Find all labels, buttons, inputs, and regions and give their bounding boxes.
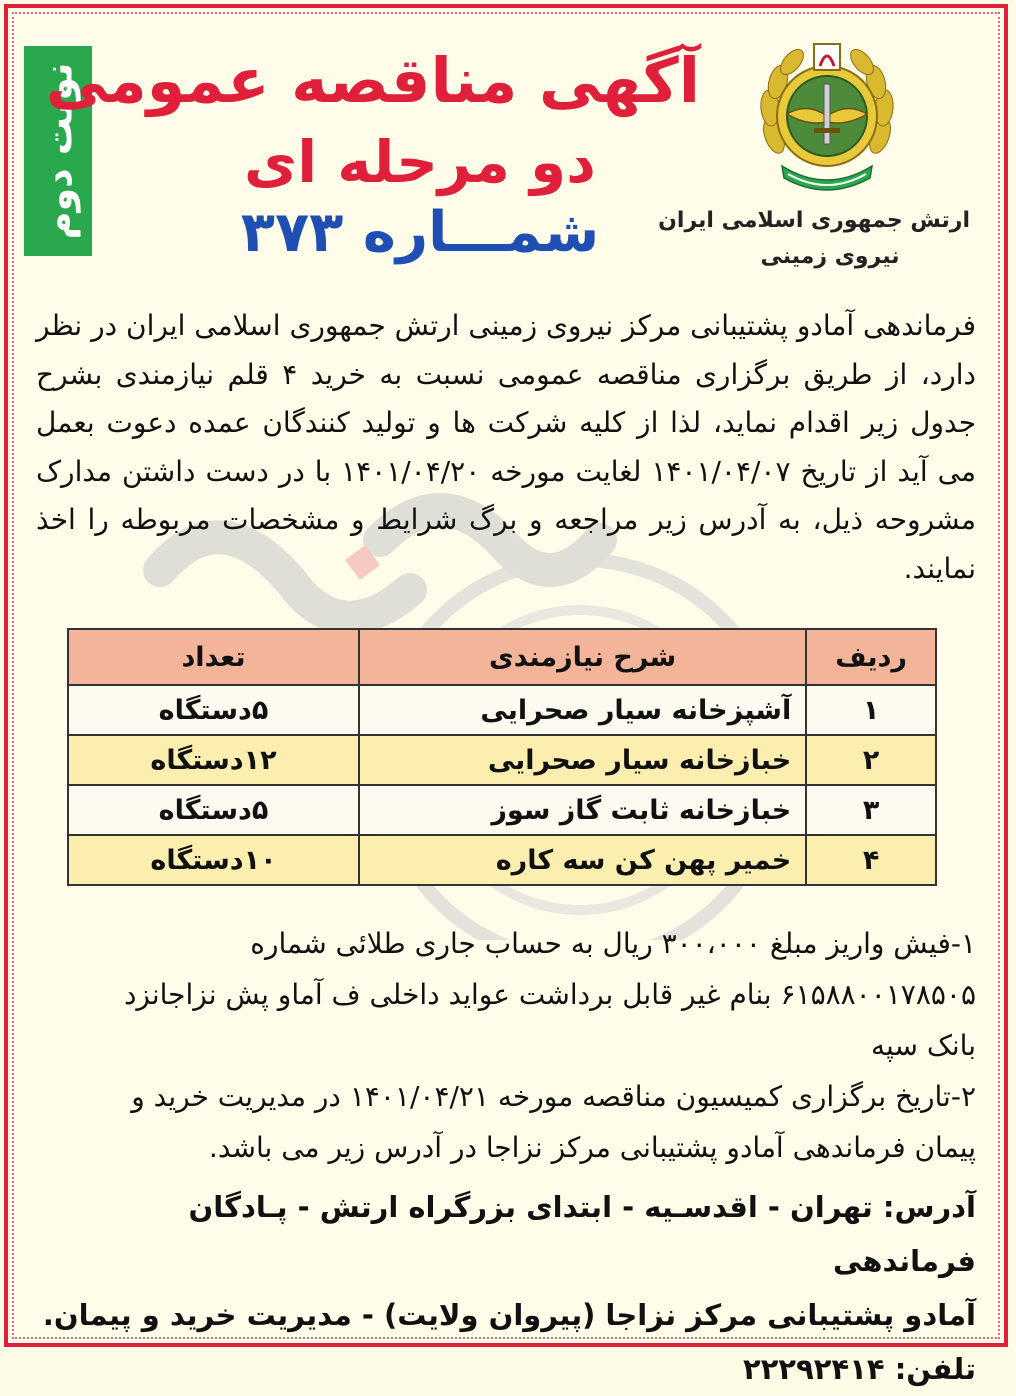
note-2-line-2: پیمان فرماندهی آمادو پشتیبانی مرکز نزاجا در آدرس زیر می باشد.: [208, 1131, 976, 1164]
cell-quantity: ۱۰دستگاه: [68, 835, 359, 885]
cell-row-number: ۱: [806, 685, 936, 735]
table-row: [68, 685, 936, 735]
requirements-table: [67, 628, 937, 886]
ad-subtitle: دو مرحله ای: [244, 128, 596, 196]
cell-description: خمیر پهن کن سه کاره: [359, 835, 806, 885]
phone-line: تلفن: ۲۲۲۹۲۴۱۴: [743, 1352, 976, 1386]
notes-section: [36, 918, 976, 1173]
table-row: [68, 785, 936, 835]
table-row: [68, 735, 936, 785]
note-1-line-2: ۶۱۵۸۸۰۰۱۷۸۵۰۵ بنام غیر قابل برداشت عواید داخلی ف آماو پش نزاجانزد: [123, 978, 976, 1011]
org-name: ارتش جمهوری اسلامی ایران: [658, 208, 970, 233]
side-badge-text: نوبت دوم: [35, 62, 80, 240]
address-section: [36, 1180, 976, 1396]
cell-description: آشپزخانه سیار صحرایی: [359, 685, 806, 735]
cell-description: خبازخانه سیار صحرایی: [359, 735, 806, 785]
header-description: شرح نیازمندی: [359, 629, 806, 685]
ad-number: شمـــاره ۳۷۳: [240, 200, 600, 265]
ad-title: آگهی مناقصه عمومی: [45, 44, 700, 117]
cell-row-number: ۴: [806, 835, 936, 885]
note-2-line-1: ۲-تاریخ برگزاری کمیسیون مناقصه مورخه ۱۴۰۱/۰۴/۲۱ در مدیریت خرید و: [131, 1080, 976, 1113]
cell-row-number: ۲: [806, 735, 936, 785]
address-line-2: آمادو پشتیبانی مرکز نزاجا (پیروان ولایت) - مدیریت خرید و پیمان.: [42, 1298, 976, 1332]
intro-paragraph: فرماندهی آمادو پشتیبانی مرکز نیروی زمینی ارتش جمهوری اسلامی ایران در نظر دارد، از طریق برگزاری مناقصه عمومی نسبت به خرید ۴ قلم نیازمندی بشرح جدول زیر اقدام نماید، لذا از کلیه شرکت ها و تولید کنندگان عمده دعوت بعمل می آید از تاریخ ۱۴۰۱/۰۴/۰۷ لغایت مورخه ۱۴۰۱/۰۴/۲۰ با در دست داشتن مدارک مشروحه ذیل، به آدرس زیر مراجعه و برگ شرایط و مشخصات مربوطه را اخذ نمایند.: [36, 309, 977, 585]
table-row: [68, 835, 936, 885]
cell-quantity: ۱۲دستگاه: [68, 735, 359, 785]
army-emblem-icon: [752, 36, 902, 196]
cell-quantity: ۵دستگاه: [68, 685, 359, 735]
org-subname: نیروی زمینی: [760, 244, 900, 269]
note-1-line-3: بانک سپه: [871, 1029, 976, 1062]
header-row-number: ردیف: [806, 629, 936, 685]
note-1-line-1: ۱-فیش واریز مبلغ ۳۰۰،۰۰۰ ریال به حساب جاری طلائی شماره: [250, 927, 976, 960]
cell-quantity: ۵دستگاه: [68, 785, 359, 835]
table-header-row: [68, 629, 936, 685]
cell-row-number: ۳: [806, 785, 936, 835]
header-quantity: تعداد: [68, 629, 359, 685]
cell-description: خبازخانه ثابت گاز سوز: [359, 785, 806, 835]
address-line-1: آدرس: تهران - اقدسـیه - ابتدای بزرگراه ارتش - پـادگان فرماندهی: [188, 1190, 976, 1278]
